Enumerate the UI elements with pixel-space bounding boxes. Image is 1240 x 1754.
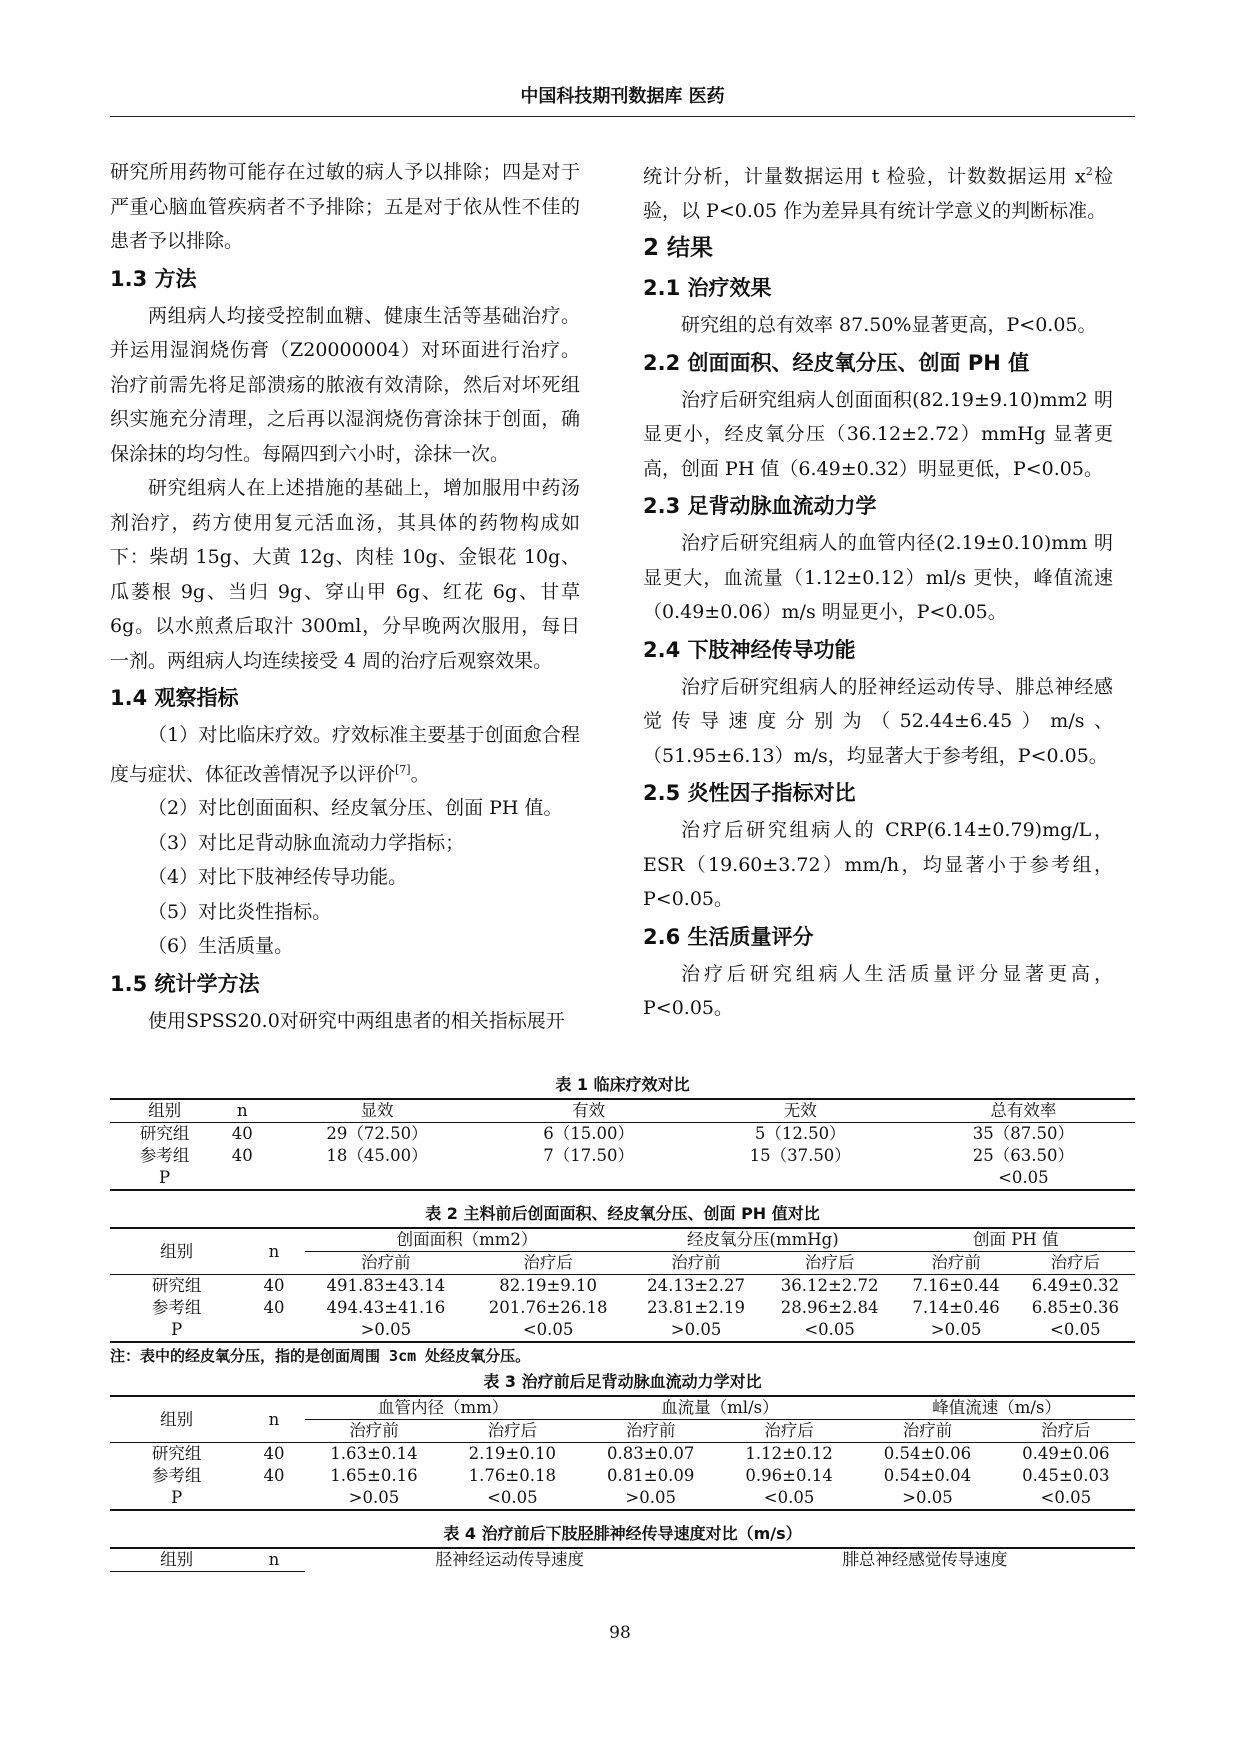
paragraph-text: 统计分析，计量数据运用 t 检验，计数数据运用 x	[643, 165, 1086, 188]
table-cell: 7.16±0.44	[912, 1276, 1000, 1295]
right-column	[643, 155, 1113, 1026]
header-cell: 治疗前	[629, 1252, 763, 1275]
table-hemodynamics	[110, 1395, 1135, 1511]
tables-area	[110, 1072, 1135, 1572]
table-cell: 研究组	[139, 1124, 190, 1143]
header-cell: 有效	[489, 1099, 689, 1123]
table-row	[110, 1297, 1135, 1319]
section-heading: 2.6 生活质量评分	[643, 924, 814, 949]
list-item: （6）生活质量。	[148, 935, 294, 958]
table-cell: 491.83±43.14	[326, 1276, 446, 1295]
table-cell: 0.49±0.06	[1022, 1444, 1110, 1463]
paragraph: 研究组病人在上述措施的基础上，增加服用中药汤剂治疗，药方使用复元活血汤，其具体的药物构成如下：柴胡 15g、大黄 12g、肉桂 10g、金银花 10g、瓜蒌根 9g、当归 9g、穿山甲 6g、红花 6g、甘草 6g。以水煎煮后取汁 300ml，分早晚两次服用，每日一剂。两组病人均连续接受 4 周的治疗后观察效果。	[110, 477, 580, 672]
table-cell: 494.43±41.16	[326, 1298, 446, 1317]
table-cell: <0.05	[763, 1319, 897, 1342]
header-cell: 组别	[110, 1099, 219, 1123]
header-cell: 治疗后	[763, 1252, 897, 1275]
header-cell: 治疗前	[896, 1252, 1015, 1275]
header-cell: 胫神经运动传导速度	[305, 1548, 715, 1572]
table-cell: >0.05	[305, 1319, 467, 1342]
table-cell: 201.76±26.18	[488, 1298, 608, 1317]
table-cell: 40	[263, 1298, 285, 1317]
section-heading: 2.2 创面面积、经皮氧分压、创面 PH 值	[643, 350, 1030, 375]
table-cell: 6.85±0.36	[1031, 1298, 1119, 1317]
table-cell: 6（15.00）	[543, 1124, 634, 1143]
table-cell: 40	[263, 1444, 285, 1463]
table-cell	[489, 1167, 689, 1190]
section-heading: 2.4 下肢神经传导功能	[643, 637, 856, 662]
header-cell: 治疗前	[305, 1420, 443, 1443]
header-cell: 治疗后	[997, 1420, 1135, 1443]
list-item	[110, 718, 580, 791]
table-cell: 参考组	[151, 1466, 202, 1485]
table-cell: 15（37.50）	[749, 1146, 851, 1165]
paragraph	[643, 155, 1113, 228]
section-heading: 2.5 炎性因子指标对比	[643, 781, 856, 806]
table-row	[110, 1465, 1135, 1487]
table-cell: 23.81±2.19	[647, 1298, 745, 1317]
table-cell: 6.49±0.32	[1031, 1276, 1119, 1295]
table-cell: 2.19±0.10	[468, 1444, 556, 1463]
table-cell: 24.13±2.27	[647, 1276, 745, 1295]
table-cell: 7（17.50）	[543, 1146, 634, 1165]
table-clinical-efficacy	[110, 1098, 1135, 1191]
table-wound-area	[110, 1227, 1135, 1343]
table-cell: <0.05	[720, 1487, 858, 1510]
table-cell: >0.05	[629, 1319, 763, 1342]
table-cell: 40	[263, 1276, 285, 1295]
table-cell: 0.81±0.09	[607, 1466, 695, 1485]
header-cell: 治疗前	[582, 1420, 720, 1443]
table-row	[110, 1167, 1135, 1190]
table-cell	[219, 1167, 265, 1190]
table-cell: 40	[231, 1124, 253, 1143]
table-cell: 28.96±2.84	[780, 1298, 879, 1317]
table-cell	[265, 1167, 488, 1190]
header-cell: 治疗后	[720, 1420, 858, 1443]
table-cell: >0.05	[305, 1487, 443, 1510]
table-cell: <0.05	[467, 1319, 629, 1342]
table-caption: 表 2 主料前后创面面积、经皮氧分压、创面 PH 值对比	[425, 1204, 820, 1223]
header-group-cell: 血流量（ml/s）	[582, 1396, 859, 1420]
table-note: 注：表中的经皮氧分压，指的是创面周围 3cm 处经皮氧分压。	[110, 1347, 531, 1365]
table-cell: 0.54±0.06	[883, 1444, 972, 1463]
table-cell	[243, 1487, 305, 1510]
table-row	[110, 1275, 1135, 1298]
list-item-end: 。	[410, 762, 430, 785]
table-caption: 表 4 治疗前后下肢胫腓神经传导速度对比（m/s）	[443, 1524, 802, 1543]
table-row	[110, 1319, 1135, 1342]
header-group-cell: 血管内径（mm）	[305, 1396, 582, 1420]
header-cell: 显效	[265, 1099, 488, 1123]
list-item: （5）对比炎性指标。	[148, 900, 332, 923]
paragraph: 两组病人均接受控制血糖、健康生活等基础治疗。并运用湿润烧伤膏（Z20000004）对环面进行治疗。治疗前需先将足部溃疡的脓液有效清除，然后对坏死组织实施充分清理，之后再以湿润烧伤膏涂抹于创面，确保涂抹的均匀性。每隔四到六小时，涂抹一次。	[110, 304, 580, 465]
paragraph: 治疗后研究组病人创面面积(82.19±9.10)mm2 明显更小，经皮氧分压（36.12±2.72）mmHg 显著更高，创面 PH 值（6.49±0.32）明显更低，P<0.05。	[643, 388, 1113, 480]
table-header-row	[110, 1548, 1135, 1572]
table-cell: 35（87.50）	[972, 1124, 1074, 1143]
section-heading: 2.3 足背动脉血流动力学	[643, 494, 877, 519]
header-group-cell: 经皮氧分压(mmHg)	[629, 1228, 896, 1252]
header-cell: 治疗前	[858, 1420, 996, 1443]
table-cell: 7.14±0.46	[912, 1298, 1000, 1317]
page-number: 98	[609, 1623, 631, 1643]
list-item: （3）对比足背动脉血流动力学指标；	[148, 831, 465, 854]
table-cell	[243, 1319, 305, 1342]
section-heading: 2 结果	[643, 235, 714, 262]
table-nerve-conduction	[110, 1547, 1135, 1572]
header-cell: n	[219, 1099, 265, 1123]
journal-title: 中国科技期刊数据库 医药	[520, 86, 725, 107]
paragraph: 研究所用药物可能存在过敏的病人予以排除；四是对于严重心脑血管疾病者不予排除；五是对于依从性不佳的患者予以排除。	[110, 161, 580, 252]
table-cell: 研究组	[151, 1444, 202, 1463]
header-cell: 组别	[110, 1228, 243, 1275]
section-heading: 1.5 统计学方法	[110, 971, 260, 996]
left-column	[110, 155, 580, 1038]
table-cell: 36.12±2.72	[780, 1276, 879, 1295]
table-cell: <0.05	[1016, 1319, 1135, 1342]
list-item-text: （1）对比临床疗效。疗效标准主要基于创面愈合程度与症状、体征改善情况予以评价	[110, 724, 580, 785]
table-cell: 1.63±0.14	[330, 1444, 418, 1463]
header-cell: n	[243, 1548, 305, 1572]
header-cell: 总有效率	[912, 1099, 1135, 1123]
table-cell: 18（45.00）	[326, 1146, 428, 1165]
table-cell	[689, 1167, 912, 1190]
table-row	[110, 1487, 1135, 1510]
list-item: （4）对比下肢神经传导功能。	[148, 866, 408, 889]
header-cell: 治疗后	[1016, 1252, 1135, 1275]
header-cell: 治疗前	[305, 1252, 467, 1275]
table-cell: 5（12.50）	[754, 1124, 846, 1143]
table-cell: 0.96±0.14	[745, 1466, 833, 1485]
table-cell: 1.76±0.18	[468, 1466, 556, 1485]
paragraph: 研究组的总有效率 87.50%显著更高，P<0.05。	[681, 314, 1097, 337]
table-cell: 参考组	[151, 1298, 202, 1317]
table-cell: 0.54±0.04	[883, 1466, 972, 1485]
table-cell: 40	[231, 1146, 253, 1165]
table-cell: 研究组	[151, 1276, 202, 1295]
section-heading: 2.1 治疗效果	[643, 276, 772, 301]
paragraph: 使用SPSS20.0对研究中两组患者的相关指标展开	[148, 1009, 565, 1032]
header-group-cell: 创面 PH 值	[896, 1228, 1135, 1252]
section-heading: 1.3 方法	[110, 266, 197, 291]
paragraph-text: 检验，以 P<0.05 作为差异具有统计学意义的判断标准。	[643, 165, 1113, 222]
header-cell: 无效	[689, 1099, 912, 1123]
table-cell: 29（72.50）	[326, 1124, 428, 1143]
table-cell: <0.05	[912, 1167, 1135, 1190]
table-cell: >0.05	[858, 1487, 996, 1510]
superscript: 2	[1085, 165, 1093, 178]
paragraph: 治疗后研究组病人的血管内径(2.19±0.10)mm 明显更大，血流量（1.12±0.12）ml/s 更快，峰值流速（0.49±0.06）m/s 明显更小，P<0.05。	[643, 532, 1113, 624]
table-cell: <0.05	[997, 1487, 1135, 1510]
table-cell: P	[110, 1319, 243, 1342]
header-cell: 组别	[110, 1548, 243, 1572]
table-cell: P	[110, 1487, 243, 1510]
header-group-cell: 创面面积（mm2）	[305, 1228, 630, 1252]
table-cell: >0.05	[896, 1319, 1015, 1342]
journal-header	[110, 84, 1135, 117]
table-row	[110, 1123, 1135, 1146]
header-cell: n	[243, 1228, 305, 1275]
list-item: （2）对比创面面积、经皮氧分压、创面 PH 值。	[148, 797, 563, 820]
table-cell: <0.05	[443, 1487, 581, 1510]
table-cell: >0.05	[582, 1487, 720, 1510]
table-caption: 表 1 临床疗效对比	[555, 1075, 690, 1094]
table-cell: P	[110, 1167, 219, 1190]
header-cell: 治疗后	[443, 1420, 581, 1443]
table-cell: 0.83±0.07	[607, 1444, 695, 1463]
table-cell: 0.45±0.03	[1022, 1466, 1110, 1485]
table-row	[110, 1443, 1135, 1466]
table-caption: 表 3 治疗前后足背动脉血流动力学对比	[483, 1372, 762, 1391]
table-row	[110, 1145, 1135, 1167]
table-cell: 82.19±9.10	[499, 1276, 598, 1295]
table-cell: 1.65±0.16	[330, 1466, 418, 1485]
header-group-cell: 峰值流速（m/s）	[858, 1396, 1135, 1420]
paragraph: 治疗后研究组病人的 CRP(6.14±0.79)mg/L，ESR（19.60±3.72）mm/h，均显著小于参考组，P<0.05。	[643, 819, 1113, 911]
paragraph: 治疗后研究组病人生活质量评分显著更高，P<0.05。	[643, 962, 1113, 1020]
header-cell: 治疗后	[467, 1252, 629, 1275]
table-cell: 1.12±0.12	[745, 1444, 833, 1463]
header-cell: 组别	[110, 1396, 243, 1443]
table-cell: 参考组	[139, 1146, 190, 1165]
paragraph: 治疗后研究组病人的胫神经运动传导、腓总神经感觉传导速度分别为（52.44±6.45）m/s、（51.95±6.13）m/s，均显著大于参考组，P<0.05。	[643, 675, 1113, 767]
table-header-row	[110, 1099, 1135, 1123]
table-cell: 40	[263, 1466, 285, 1485]
table-header-row	[110, 1396, 1135, 1420]
table-header-row	[110, 1228, 1135, 1252]
header-cell: n	[243, 1396, 305, 1443]
header-cell: 腓总神经感觉传导速度	[715, 1548, 1135, 1572]
section-heading: 1.4 观察指标	[110, 686, 239, 710]
citation-ref: [7]	[395, 762, 411, 776]
table-cell: 25（63.50）	[972, 1146, 1074, 1165]
